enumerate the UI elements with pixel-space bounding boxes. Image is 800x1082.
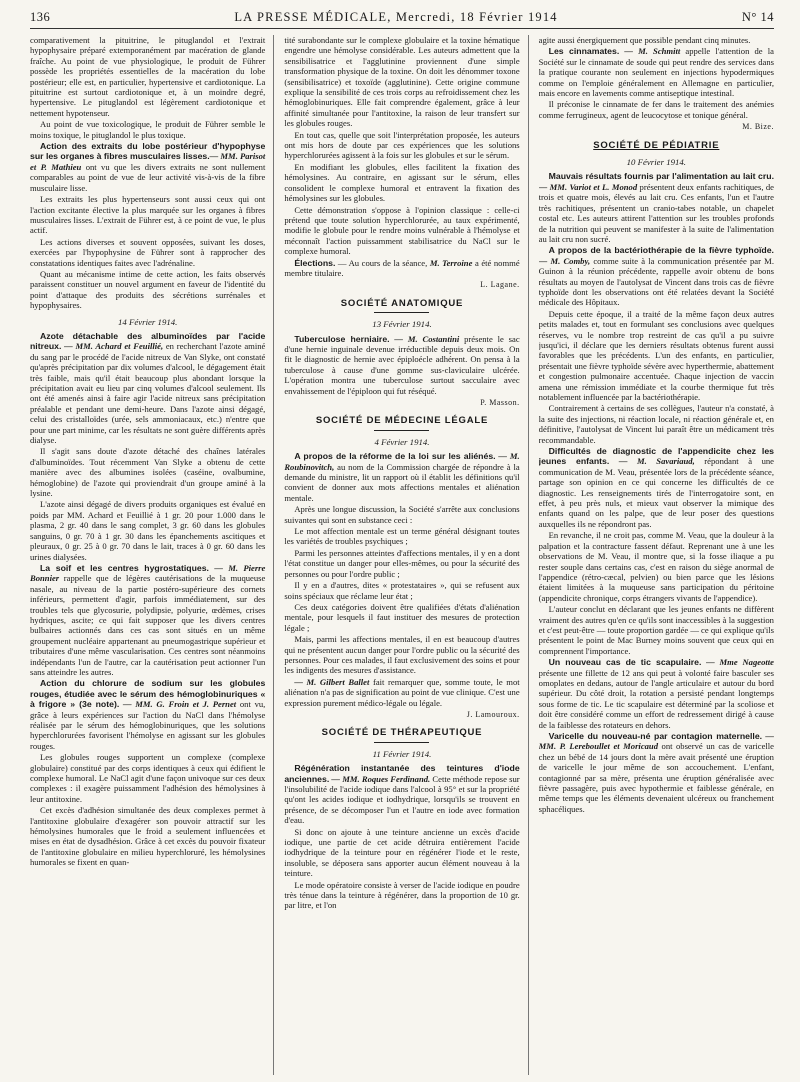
article-title: Azote détachable des albuminoïdes par l'acide nitreux. (30, 330, 266, 352)
journal-title: LA PRESSE MÉDICALE, Mercredi, 18 Février 1914 (234, 10, 558, 24)
paragraph: Il préconise le cinnamate de fer dans le traitement des anémies comme ferrugineux, agent de leucocytose et tonique général. (538, 99, 774, 120)
article-authors: — M. Comby, (538, 255, 591, 266)
paragraph: Contrairement à certains de ses collègues, l'auteur n'a constaté, à la suite des injections, ni réaction locale, ni réaction générale et, en définitive, l'autolysat de Vincent lui paraît être un médicament très recommandable. (538, 403, 774, 445)
paragraph: Quant au mécanisme intime de cette action, les faits observés paraissent constituer un nouvel argument en faveur de l'identité du point d'attaque des produits des sécrétions surrénales et hypophysaires. (30, 268, 266, 311)
article-text: fait remarquer que, somme toute, le mot aliénation n'a pas de signification au point de vue clinique. C'est une expression purement médico-légale ou légale. (284, 676, 520, 708)
signature: P. Masson. (480, 398, 520, 407)
paragraph: Les actions diverses et souvent opposées, suivant les doses, exercées par l'hypophysine de Führer sont à rapprocher des constatations identiques faites avec l'adrénaline. (30, 236, 266, 268)
article (284, 677, 519, 708)
section-heading: SOCIÉTÉ ANATOMIQUE (340, 297, 464, 309)
article (539, 245, 774, 307)
divider (374, 430, 429, 431)
article-title: Varicelle du nouveau-né par contagion maternelle. (548, 731, 763, 741)
text-columns (30, 35, 774, 1075)
paragraph: Il s'agit sans doute d'azote détaché des chaînes latérales d'albuminoïdes. Tout récemment Van Slyke a obtenu de cette manière avec des albumines isolées (caséine, ovalbumine, hémoglobine) de l'azote qui proviendrait d'un groupe aminé à la lysine. (30, 446, 266, 499)
article-authors: — M. Savariaud, (609, 456, 695, 467)
article (30, 141, 265, 193)
paragraph: L'azote ainsi dégagé de divers produits organiques est évalué en poids par MM. Achard et Feuillié à 1 gr. 20 pour 1.000 dans le plasma, 2 gr. 40 dans le sang complet, 3 gr. 60 dans les globules sanguins, 0 gr. 70 à 1 gr. 30 dans les épanchements ascitiques et pleuraux, 0 gr. 25 à 0 gr. 70 dans le lait, traces à 0 gr. 60 dans les urines dialysées. (30, 499, 266, 562)
article-title: Action du chlorure de sodium sur les globules rouges, étudiée avec le sérum des hémoglobinuriques « à frigore » (3e note). (30, 678, 266, 710)
paragraph: Le mode opératoire consiste à verser de l'acide iodique en poudre très ténue dans la teinture à régénérer, dans la proportion de 10 gr. par litre, et l'on (284, 879, 520, 911)
article-text: Cette méthode repose sur l'insolubilité de l'acide iodique dans l'alcool à 95° et sur la propriété qu'ont les acides iodique et iodhydrique, lorsqu'ils se trouvent en présence, de se décomposer l'un et l'autre en iode avec formation d'eau. (284, 773, 520, 826)
article-text: comme suite à la communication présentée par M. Guinon à la réunion précédente, rappelle avoir obtenu de bons résultats au moyen de l'autolysat de Vincent dans trois cas de fièvre typhoïde dont les observations ont été relatées devant la Société médicale des Hôpitaux. (538, 255, 774, 308)
article-title: La soif et les centres hygrostatiques. (40, 562, 209, 573)
article-text: présente une fillette de 12 ans qui peut à volonté faire basculer ses omoplates en dedans, autour de l'angle articulaire et autour du bord supérieur. Du côté droit, la rotation a persisté pendant longtemps sous forme de tic. Le tic scapulaire est déterminé par la scoliose et doit être considéré comme un effort de redressement dirigé à cause de la faiblesse des rotateurs en dehors. (538, 667, 774, 730)
paragraph: Mais, parmi les affections mentales, il en est beaucoup d'autres qui ne présentent aucun danger pour l'ordre public ou la sécurité des personnes. Pour ces malades, il faut exclusivement des soins et pour les indigents des mesures d'assistance. (284, 634, 520, 676)
article-authors: — M. Schmitt (619, 46, 681, 57)
article-title: Élections. (294, 257, 336, 268)
article-authors: — M. Costantini (389, 333, 460, 344)
article-title: Les cinnamates. (548, 46, 620, 57)
article (284, 451, 519, 503)
signature: M. Bize. (742, 122, 774, 132)
divider (374, 312, 429, 313)
article-title: A propos de la bactériothérapie de la fièvre typhoïde. (548, 245, 774, 256)
paragraph: Après une longue discussion, la Société s'arrête aux conclusions suivantes qui sont en substance ceci : (284, 504, 520, 525)
section-heading: SOCIÉTÉ DE MÉDECINE LÉGALE (315, 415, 489, 427)
article (539, 46, 774, 98)
article (30, 331, 265, 445)
paragraph: Il y en a d'autres, dites « protestataires », qui se refusent aux soins spéciaux que réclame leur état ; (284, 580, 520, 601)
column-1 (30, 35, 274, 1075)
article-title: Tuberculose herniaire. (294, 333, 390, 344)
paragraph: Au point de vue toxicologique, le produit de Führer semble le moins toxique, le pituglandol le plus toxique. (30, 119, 266, 140)
article (539, 657, 774, 730)
article-text: présente le sac d'une hernie inguinale devenue irréductible depuis deux mois. On fit le diagnostic de hernie avec épiploécle adhérent. On pensa à la tuberculose à cause d'une gomme sus-claviculaire ulcérée. L'opération montra une tuberculose surtout sacculaire avec envahissement de l'épiploon qui fut réséqué. (284, 333, 520, 396)
article (284, 763, 519, 825)
paragraph: L'auteur conclut en déclarant que les jeunes enfants ne diffèrent vraiment des autres qu'en ce qu'ils sont inaccessibles à la suggestion et c'est peut-être — toute proportion gardée — ce qui explique qu'ils présentent le point de Mac Burney moins souvent que ceux qui en comprennent l'importance. (538, 604, 774, 656)
issue-number: N° 14 (741, 10, 774, 24)
section-heading: SOCIÉTÉ DE THÉRAPEUTIQUE (321, 727, 483, 739)
paragraph: Parmi les personnes atteintes d'affections mentales, il y en a dont l'état constitue un danger pour elles-mêmes, ou pour la sécurité des personnes ou pour l'ordre public ; (284, 547, 520, 579)
article (539, 171, 774, 244)
article-authors: — M. Gilbert Ballet (294, 676, 370, 687)
paragraph: En modifiant les globules, elles facilitent la fixation des hémolysines. Au contraire, en agissant sur le sérum, elles consolident le complexe humoral et entravent la fixation des hémolysines sur les globules. (284, 161, 520, 204)
article-authors: — M. Roubinovitch, (284, 451, 520, 472)
signature: L. Lagane. (480, 280, 520, 290)
paragraph: tité surabondante sur le complexe globulaire et la toxine hématique engendre une hémolyse considérable. Les auteurs admettent que la sensibilisatrice et l'agglutinine proviennent d'une simple transformation physique de la toxine. On doit les dénommer toxone (sensibilisatrice) et toxoïde (agglutinine). Cette origine commune explique la sensibilité de ces trois corps au refroidissement chez les hémoglobinuriques. Elle fait comprendre également, grâce à leur affinité simultanée pour l'antitoxine, la raison de leur transfert sur les globules rouges. (284, 35, 520, 129)
article-text: a été nommé membre titulaire. (284, 257, 520, 278)
article-title: Un nouveau cas de tic scapulaire. (548, 657, 702, 668)
session-date: 11 Février 1914. (372, 748, 432, 759)
paragraph: En tout cas, quelle que soit l'interprétation proposée, les auteurs ont mis hors de doute par ces expériences que les solutions hyperchlorurées agissent à la fois sur les globules et sur le sérum. (284, 129, 520, 161)
article-authors: — MM. G. Froin et J. Pernet (119, 699, 237, 710)
running-head (30, 10, 774, 29)
column-3 (539, 35, 774, 1075)
article (539, 446, 774, 529)
paragraph: En revanche, il ne croit pas, comme M. Veau, que la douleur à la palpation et la contracture fassent défaut. Reprenant une à une les observations de M. Veau, il montre que, si la fosse iliaque a pu rester souple dans certains cas, c'est en raison du siège anormal de l'appendice (rétro-cæcal, pelvien) ou bien parce que les lésions étaient limitées à la muqueuse sans participation du péritoine (appendicite chronique, corps étrangers vivants de l'appendice). (538, 530, 774, 603)
article-title: Difficultés de diagnostic de l'appendicite chez les jeunes enfants. (538, 446, 774, 467)
paragraph: Les extraits les plus hypertenseurs sont aussi ceux qui ont l'action excitante élective la plus marquée sur les organes à fibres musculaires lisses. L'extrait de Führer est, à ce point de vue, le plus actif. (30, 194, 266, 236)
paragraph: Les globules rouges supportent un complexe (complexe globulaire) constitué par des corps identiques à ceux qui édifient le complexe humoral. Le NaCl agit d'une façon univoque sur ces deux complexes : il exagère puissamment l'adhésion des hémolysines à leur antitoxine. (30, 752, 266, 804)
divider (374, 742, 429, 743)
paragraph: Ces deux catégories doivent être qualifiées d'états d'aliénation mentale, pour lesquels il faut instituer des mesures de protection légale ; (284, 601, 520, 633)
page-number: 136 (30, 10, 51, 24)
article-text: ont observé un cas de varicelle chez un bébé de 14 jours dont la mère avait présenté une éruption de varicelle le jour même de son accouchement. L'enfant, contagionné par sa mère, présenta une éruption généralisée avec fièvre passagère, puis avec hypothermie et faiblesse générale, en même temps que les éléments devenaient ulcéreux ou franchement sphacéliques. (538, 741, 774, 814)
article (30, 678, 265, 751)
article-text: au nom de la Commission chargée de répondre à la demande du ministre, lit un rapport où il établit les définitions qu'il convient de donner aux mots affections mentales et aliénation mentale. (284, 461, 520, 503)
article (539, 731, 774, 814)
article-text: appelle l'attention de la Société sur le cinnamate de soude qui peut rendre des services dans la pratique courante non seulement en injections hypodermiques comme on l'emploie généralement en Allemagne en particulier, mais encore en lavements comme antiseptique intestinal. (538, 46, 774, 99)
article-text: ont vu que les divers extraits ne sont nullement comparables au point de vue de leur activité vis-à-vis de la fibre musculaire lisse. (30, 161, 266, 193)
article-authors: — MM. Roques Ferdinand. (329, 773, 431, 784)
section-heading: SOCIÉTÉ DE PÉDIATRIE (593, 139, 720, 151)
paragraph: agite aussi énergiquement que possible pendant cinq minutes. (538, 35, 751, 45)
article (284, 258, 519, 279)
session-date: 13 Février 1914. (372, 319, 432, 330)
paragraph: Cet excès d'adhésion simultanée des deux complexes permet à l'antitoxine globulaire d'exagérer son pouvoir attractif sur les hémolysines humorales que le froid a seulement influencées et mises en état de dysadhésion. Grâce à cet excès du pouvoir fixateur de l'antitoxine globulaire en milieu hyperchloruré, les hémolysines humorales se fixent en quan- (30, 805, 266, 868)
article-text: rappelle que de légères cautérisations de la muqueuse nasale, au niveau de la partie postéro-supérieure des cornets inférieurs, permettent d'agir, parfois immédiatement, sur des troubles tels que glycosurie, polydipsie, polyurie, œdèmes, crises hydriques, ascite; ce qui fait supposer que les divers centres bulbaires actionnés dans ces cas sont situés en un même groupement nucléaire appartenant au pneumogastrique supérieur et tributaires d'une même vascularisation. Ces centres sont néanmoins indépendants l'un de l'autre, car la cautérisation peut actionner l'un sans atteindre les autres. (30, 573, 266, 677)
article-text: — Au cours de la séance, (335, 257, 430, 268)
paragraph: Depuis cette époque, il a traité de la même façon deux autres petits malades et, tout en formulant ses conclusions avec quelques réserves, vu le nombre trop restreint de cas qu'il a pu suivre jusqu'ici, il déclare que les derniers résultats obtenus furent aussi favorables que les précédents. L'un des enfants, en particulier, présentait une fièvre typhoïde sévère avec hyperthermie, abattement et congestion pulmonaire accentuée. Chaque injection de vaccin amena une rémission immédiate et la courbe thermique fut très notablement influencée par la bactériothérapie. (538, 308, 774, 402)
article-authors: — MM. Variot et L. Monod (538, 181, 638, 192)
paragraph: Si donc on ajoute à une teinture ancienne un excès d'acide iodique, une partie de cet acide détruira entièrement l'acide iodhydrique de la teinture pour en régénérer l'iode et le reste, insoluble, se déposera sans apporter aucun élément nouveau à la teinture. (284, 826, 520, 879)
article-title: Régénération instantanée des teintures d'iode anciennes. (284, 763, 520, 784)
article-title: Mauvais résultats fournis par l'alimentation au lait cru. (548, 171, 774, 182)
article (284, 334, 519, 396)
session-date: 4 Février 1914. (374, 436, 430, 447)
article-text: présentent deux enfants rachitiques, de trois et quatre mois, élevés au lait cru. Ces enfants, l'un et l'autre très rachitiques, présentent un cranio-tabes notable, un chapelet costal etc. Les auteurs attirent l'attention sur les troubles profonds de la nutrition qui peuvent se manifester à la suite de l'alimentation au lait cru non sucré. (538, 181, 774, 244)
article-authors: — M. Pierre Bonnier (30, 562, 266, 584)
article-title: A propos de la réforme de la loi sur les aliénés. (294, 451, 496, 462)
article-title: Action des extraits du lobe postérieur d'hypophyse sur les organes à fibres musculaires lisses. (30, 141, 266, 162)
article (30, 563, 265, 677)
paragraph: Le mot affection mentale est un terme général désignant toutes les variétés de troubles psychiques ; (284, 526, 520, 547)
signature: J. Lamouroux. (466, 709, 520, 719)
article-text: en recherchant l'azote aminé du sang par le procédé de l'acide nitreux de Van Slyke, ont constaté qu'après précipitation par dix volumes d'alcool, le dégagement était très faible, mais qu'il était beaucoup plus abondant lorsque la précipitation avait eu lieu par cinq volumes d'alcool seulement. Ils ont été amenés ainsi à faire agir l'acide nitreux sans précipitation préalable et pendant une demi-heure. Dans l'azote ainsi dégagé, celui des cristalloïdes (urée, sels ammoniacaux, etc.) n'entre que pour une part minime, car les résultats ne sont guère différents après dialyse. (30, 341, 266, 446)
article-authors: — MM. P. Lereboullet et Moricaud (538, 731, 774, 752)
article-text: ont vu, grâce à leurs expériences sur l'action du NaCl dans l'hémolyse réalisée par le sérum des hémoglobinuriques, que les solutions hyperchlorurées favorisent l'hémolyse en agissant sur les globules rouges. (30, 699, 266, 751)
article-text: répondant à une communication de M. Veau, présentée lors de la précédente séance, partage son opinion en ce qui concerne les difficultés de ce diagnostic. Les renseignements tirés de l'interrogatoire sont, en effet, à peu près nuls, et mieux vaut observer la mimique des enfants quand on les palpe, que de leur poser des questions auxquelles ils ne répondront pas. (538, 456, 774, 529)
column-2 (284, 35, 528, 1075)
session-date: 10 Février 1914. (626, 157, 686, 168)
article-authors: M. Terroine (429, 257, 473, 268)
paragraph: Cette démonstration s'oppose à l'opinion classique : celle-ci prétend que toute solution hyperchlorurée, au taux expérimenté, modifie le globule pour le rendre moins vulnérable à l'hémolyse et méconnaît l'action puissamment stabilisatrice du NaCl sur le complexe humoral. (284, 204, 520, 257)
article-authors: — MM. Parisot et P. Mathieu (30, 151, 266, 172)
article-authors: — Mme Nageotte (701, 657, 774, 668)
session-date: 14 Février 1914. (117, 316, 178, 327)
paragraph: comparativement la pituitrine, le pituglandol et l'extrait hypophysaire préparé extemporanément par macération de glande fraîche. Au point de vue physiologique, le produit de Führer possède les propriétés essentielles de la macération du lobe postérieur; elle est, en particulier, hypertensive et cardiotonique. La pituitrine est surtout cardiotonique et, à un moindre degré, hypertensive. Le pituglandol est légèrement cardiotonique et nettement hypotenseur. (30, 35, 266, 118)
article-authors: — MM. Achard et Feuillié, (61, 341, 164, 352)
